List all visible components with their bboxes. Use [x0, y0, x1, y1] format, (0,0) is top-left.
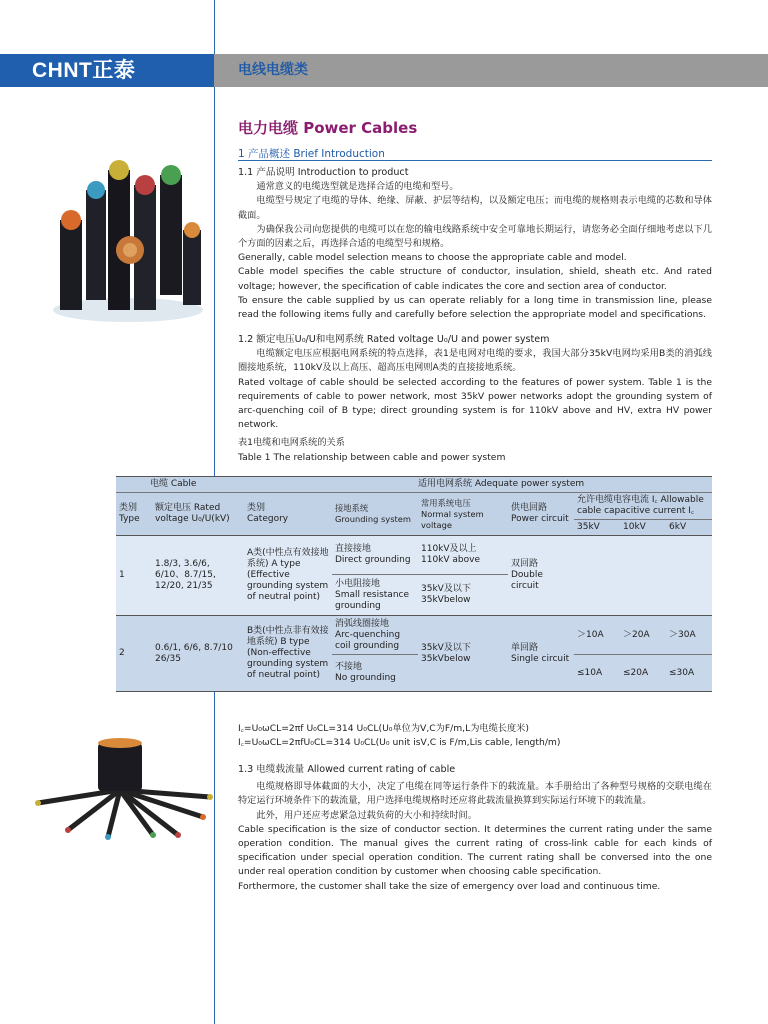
col-capacitive-current: 允许电缆电容电流 I꜀ Allowable cable capacitive current I꜀ [574, 493, 712, 520]
row2-cap-6-b: ≤30A [666, 655, 712, 692]
heading-brief-intro: 1 产品概述 Brief Introduction [238, 148, 385, 160]
rating-en-1: Cable specification is the size of conductor section. It determines the current rating under the same operation condition. The manual gives the current rating of cross-link cable for each kinds of specification under special operation condition. The current rating shall be conversed into the one under real operation condition by customer when choosing cable specification. [238, 823, 712, 878]
col-6kv: 6kV [666, 520, 712, 536]
header-bar [0, 54, 768, 87]
row1-grounding-resistance: 小电阻接地 Small resistance grounding [332, 575, 418, 616]
intro-en-1: Generally, cable model selection means to choose the appropriate cable and model. [238, 252, 627, 264]
section-title: 电线电缆类 [238, 62, 308, 78]
col-grounding: 接地系统 Grounding system [332, 493, 418, 536]
intro-en-3: To ensure the cable supplied by us can operate reliably for a long time in transmission line, please read the following items fully and carefully before selection the appropriate model and specifications. [238, 294, 712, 321]
intro-cn-1: 通常意义的电缆选型就是选择合适的电缆和型号。 [256, 181, 459, 193]
col-normal-voltage: 常用系统电压 Normal system voltage [418, 493, 508, 536]
table-caption-cn: 表1电缆和电网系统的关系 [238, 437, 345, 449]
group-cable: 电缆 Cable [116, 477, 332, 493]
group-power-system: 适用电网系统 Adequate power system [332, 477, 712, 493]
intro-block [238, 166, 712, 322]
row1-grounding-direct: 直接接地 Direct grounding [332, 536, 418, 575]
row1-voltage-above: 110kV及以上 110kV above [418, 536, 508, 575]
formula-cn: I꜀=U₀ωCL=2πf U₀CL=314 U₀CL(U₀单位为V,C为F/m,L为电缆长度米) [238, 723, 529, 734]
brand-logo: CHNT正泰 [0, 54, 214, 87]
rated-voltage-block [238, 333, 712, 465]
cable-fanout-photo [28, 735, 214, 845]
row2-cap-6: ＞30A [666, 616, 712, 655]
intro-en-2: Cable model specifies the cable structure of conductor, insulation, shield, sheath etc. And rated voltage; however, the specification of cable indicates the core and section area of conductor. [238, 266, 712, 292]
row1-type: 1 [116, 536, 152, 616]
row2-cap-35-b: ≤10A [574, 655, 620, 692]
row2-cap-10: ＞20A [620, 616, 666, 655]
sub-current-rating: 1.3 电缆载流量 Allowed current rating of cable [238, 764, 456, 775]
intro-cn-3: 为确保我公司向您提供的电缆可以在您的输电线路系统中安全可靠地长期运行，请您务必全面仔细地考虑以下几个方面的因素之后，再选择合适的电缆型号和规格。 [238, 223, 712, 250]
intro-cn-2: 电缆型号规定了电缆的导体、绝缘、屏蔽、护层等结构，以及额定电压；而电缆的规格则表示电缆的芯数和导体截面。 [238, 195, 712, 221]
cable-power-system-table [116, 476, 712, 692]
row2-cap-35: ＞10A [574, 616, 620, 655]
row2-type: 2 [116, 616, 152, 692]
col-35kv: 35kV [574, 520, 620, 536]
row2-circuit: 单回路 Single circuit [508, 616, 574, 692]
row1-voltage-below: 35kV及以下 35kVbelow [418, 575, 508, 616]
row1-voltage: 1.8/3, 3.6/6, 6/10、8.7/15, 12/20, 21/35 [152, 536, 244, 616]
rating-en-2: Forthermore, the customer shall take the size of emergency over load and continuous time. [238, 880, 661, 892]
page-title: 电力电缆 Power Cables [238, 119, 418, 137]
row2-voltage: 0.6/1, 6/6, 8.7/10 26/35 [152, 616, 244, 692]
row2-category: B类(中性点非有效接地系统) B type (Non-effective grounding system of neutral point) [244, 616, 332, 692]
row1-category: A类(中性点有效接地系统) A type (Effective grounding system of neutral point) [244, 536, 332, 616]
row2-voltage-below: 35kV及以下 35kVbelow [418, 616, 508, 692]
col-10kv: 10kV [620, 520, 666, 536]
sub-rated-voltage: 1.2 额定电压U₀/U和电网系统 Rated voltage U₀/U and power system [238, 334, 550, 345]
row2-grounding-none: 不接地 No grounding [332, 655, 418, 692]
row2-cap-10-b: ≤20A [620, 655, 666, 692]
rating-cn-1: 电缆规格即导体截面的大小，决定了电缆在同等运行条件下的载流量。本手册给出了各种型号规格的交联电缆在特定运行环境条件下的载流量，用户选择电缆规格时还应将此载流量换算到实际运行环境下的载流量。 [238, 781, 712, 807]
cable-bundle-photo [48, 150, 208, 325]
formula-block [238, 722, 712, 750]
col-category: 类别 Category [244, 493, 332, 536]
row1-circuit: 双回路 Double circuit [508, 536, 574, 616]
formula-en: I꜀=U₀ωCL=2πfU₀CL=314 U₀CL(U₀ unit isV,C is F/m,Lis cable, length/m) [238, 737, 561, 749]
col-type: 类别 Type [116, 493, 152, 536]
rated-en: Rated voltage of cable should be selected according to the features of power system. Table 1 is the requirements of cable to power network, most 35kV power networks adopt the grounding system of arc-quenching coil of B type; direct grounding system is for 110kV above and HV, extra HV power network. [238, 376, 712, 431]
current-rating-block [238, 763, 712, 894]
table-caption-en: Table 1 The relationship between cable and power system [238, 451, 506, 463]
col-power-circuit: 供电回路 Power circuit [508, 493, 574, 536]
rating-cn-2: 此外，用户还应考虑紧急过载负荷的大小和持续时间。 [256, 809, 477, 821]
row1-capacitive-empty [574, 536, 712, 616]
rated-cn: 电缆额定电压应根据电网系统的特点选择，表1是电网对电缆的要求，我国大部分35kV电网均采用B类的消弧线圈接地系统，110kV及以上高压、超高压电网则A类的直接接地系统。 [238, 348, 712, 374]
row2-grounding-arc: 消弧线圈接地 Arc-quenching coil grounding [332, 616, 418, 655]
sub-intro-product: 1.1 产品说明 Introduction to product [238, 167, 409, 178]
heading-rule [238, 160, 712, 161]
col-voltage: 额定电压 Rated voltage U₀/U(kV) [152, 493, 244, 536]
